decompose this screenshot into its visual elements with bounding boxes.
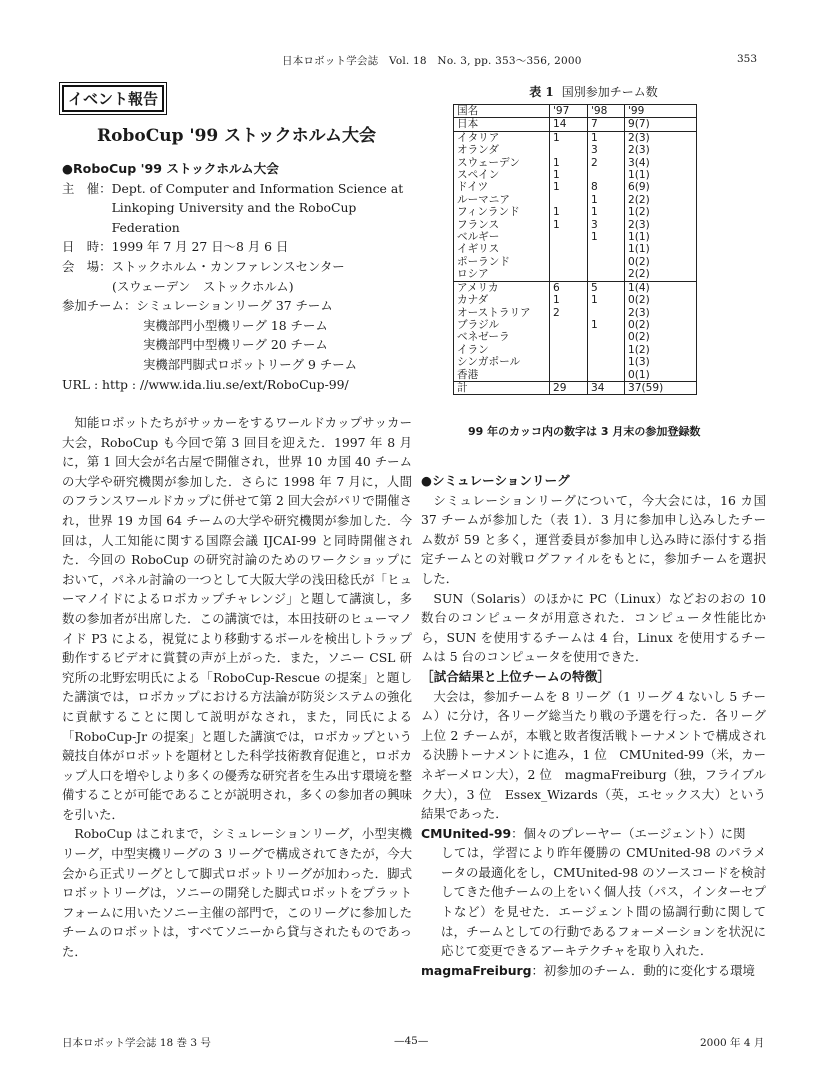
- count-cell: 1: [588, 194, 625, 206]
- table-row: [454, 356, 697, 368]
- venue-sub: (スウェーデン ストックホルム): [112, 278, 294, 294]
- count-cell: 0(1): [625, 369, 697, 382]
- count-cell: [550, 243, 588, 255]
- table-row: [454, 206, 697, 218]
- count-cell: 1: [550, 169, 588, 181]
- table-row: [454, 256, 697, 268]
- count-cell: [550, 319, 588, 331]
- count-cell: 3: [588, 219, 625, 231]
- count-cell: 1: [550, 181, 588, 193]
- paragraph: SUN（Solaris）のほかに PC（Linux）などおのおの 10 数台のコンピュータが用意された．コンピュータ性能比から，SUN を使用するチームは 4 台，Linux を使用するチームは 5 台のコンピュータを使用できた．: [421, 590, 766, 665]
- team-name: CMUnited-99: [421, 825, 512, 841]
- right-body-text: [421, 471, 766, 980]
- term-separator: ：: [511, 825, 524, 841]
- sim-league-heading: ●シミュレーションリーグ: [421, 473, 570, 488]
- table-row: [454, 307, 697, 319]
- country-cell: 日本: [454, 118, 550, 131]
- count-cell: [588, 307, 625, 319]
- table-row: [454, 243, 697, 255]
- count-cell: 2(3): [625, 144, 697, 156]
- count-cell: [550, 231, 588, 243]
- country-cell: ブラジル: [454, 319, 550, 331]
- teams-key: 参加チーム：: [62, 298, 137, 314]
- country-cell: フランス: [454, 219, 550, 231]
- country-cell: イラン: [454, 344, 550, 356]
- count-cell: 6(9): [625, 181, 697, 193]
- count-cell: [588, 243, 625, 255]
- count-cell: [588, 331, 625, 343]
- count-cell: 14: [550, 118, 588, 131]
- table-caption: [421, 83, 766, 100]
- count-cell: 2: [588, 157, 625, 169]
- date-row: [62, 237, 412, 257]
- column-header: '97: [550, 105, 588, 118]
- teams-list: [62, 316, 412, 375]
- country-cell: ベルギー: [454, 231, 550, 243]
- table-row: [454, 331, 697, 343]
- count-cell: 0(2): [625, 294, 697, 306]
- table-row: [454, 194, 697, 206]
- count-cell: 2(3): [625, 219, 697, 231]
- journal-citation: 日本ロボット学会誌 Vol. 18 No. 3, pp. 353～356, 2000: [282, 55, 582, 67]
- table-header-row: [454, 105, 697, 118]
- section-label: イベント報告: [62, 85, 164, 112]
- table-row: [454, 344, 697, 356]
- count-cell: [550, 369, 588, 382]
- count-cell: [550, 144, 588, 156]
- count-cell: 2(2): [625, 268, 697, 281]
- count-cell: 1: [588, 231, 625, 243]
- table-row: [454, 281, 697, 294]
- venue-row: [62, 257, 412, 277]
- table-row: [454, 131, 697, 144]
- count-cell: [550, 356, 588, 368]
- count-cell: [588, 268, 625, 281]
- table-row: [454, 144, 697, 156]
- team-name: magmaFreiburg: [421, 962, 532, 978]
- footer-page: —45—: [394, 1035, 429, 1047]
- country-cell: ロシア: [454, 268, 550, 281]
- count-cell: 1: [588, 206, 625, 218]
- count-cell: 2: [550, 307, 588, 319]
- team-count: シミュレーションリーグ 37 チーム: [136, 298, 333, 314]
- table-row: [454, 169, 697, 181]
- count-cell: 0(2): [625, 331, 697, 343]
- count-cell: 1: [588, 131, 625, 144]
- count-cell: [588, 369, 625, 382]
- table-row: [454, 219, 697, 231]
- column-header: '99: [625, 105, 697, 118]
- table-row: [454, 294, 697, 306]
- count-cell: [550, 256, 588, 268]
- count-cell: 6: [550, 281, 588, 294]
- count-cell: [588, 356, 625, 368]
- count-cell: 1(4): [625, 281, 697, 294]
- country-cell: ベネゼーラ: [454, 331, 550, 343]
- table-row: [454, 268, 697, 281]
- count-cell: 2(3): [625, 307, 697, 319]
- count-cell: 29: [550, 381, 588, 394]
- team-desc-body: しては，学習により昨年優勝の CMUnited-98 のパラメータの最適化をし，CMUnited-98 のソースコードを検討してきた他チームの上をいく個人技（パス，インターセプトなど）を見せた．エージェント間の協調行動に関しては，チームとしての行動であるフォーメーションを状況に応じて変更できるアーキテクチャを取り入れた．: [441, 845, 766, 959]
- count-cell: 2(3): [625, 131, 697, 144]
- count-cell: 34: [588, 381, 625, 394]
- teams-row: [62, 296, 412, 316]
- count-cell: 0(2): [625, 319, 697, 331]
- footer-journal: 日本ロボット学会誌 18 巻 3 号: [62, 1037, 211, 1049]
- country-cell: フィンランド: [454, 206, 550, 218]
- table-row: [454, 231, 697, 243]
- count-cell: 8: [588, 181, 625, 193]
- table-note: 99 年のカッコ内の数字は 3 月末の参加登録数: [468, 425, 701, 438]
- count-cell: 1: [550, 206, 588, 218]
- table-row: [454, 381, 697, 394]
- footer-date: 2000 年 4 月: [700, 1037, 765, 1049]
- count-cell: 1: [588, 294, 625, 306]
- country-cell: スペイン: [454, 169, 550, 181]
- paragraph: シミュレーションリーグについて，今大会には，16 カ国 37 チームが参加した（表 1）．3 月に参加申し込みしたチーム数が 59 と多く，運営委員が参加申し込み時に添付する指定チームとの対戦ログファイルをもとに，参加チームを選択した．: [421, 492, 766, 586]
- event-url: URL : http : //www.ida.liu.se/ext/RoboCup-99/: [62, 376, 349, 392]
- country-cell: ルーマニア: [454, 194, 550, 206]
- count-cell: 7: [588, 118, 625, 131]
- count-cell: 1: [550, 294, 588, 306]
- country-cell: イタリア: [454, 131, 550, 144]
- paragraph: 大会は，参加チームを 8 リーグ（1 リーグ 4 ないし 5 チーム）に分け，各リーグ総当たり戦の予選を行った．各リーグ上位 2 チームが，本戦と敗者復活戦トーナメントで構成される決勝トーナメントに進み，1 位 CMUnited-99（米，カーネギーメロン大），2 位 magmaFreiburg（独，フライブルク大），3 位 Essex_Wizards（英，エセックス大）という結果であった．: [421, 688, 766, 822]
- article-title: RoboCup '99 ストックホルム大会: [97, 126, 376, 146]
- team-desc-head: 初参加のチーム．動的に変化する環境: [543, 962, 755, 978]
- count-cell: 1: [550, 219, 588, 231]
- country-cell: イギリス: [454, 243, 550, 255]
- count-cell: [550, 344, 588, 356]
- table-row: [454, 157, 697, 169]
- column-header: 国名: [454, 105, 550, 118]
- team-count: 実機部門中型機リーグ 20 チーム: [143, 337, 328, 353]
- host-key: 主 催：: [62, 180, 112, 196]
- count-cell: 9(7): [625, 118, 697, 131]
- left-body-text: [62, 413, 412, 962]
- page-number: 353: [737, 53, 758, 65]
- count-cell: [588, 169, 625, 181]
- count-cell: 1: [550, 157, 588, 169]
- team-count: 実機部門脚式ロボットリーグ 9 チーム: [143, 356, 358, 372]
- table-title: 国別参加チーム数: [561, 85, 658, 99]
- count-cell: [550, 331, 588, 343]
- count-cell: 1(1): [625, 231, 697, 243]
- country-cell: アメリカ: [454, 281, 550, 294]
- table-row: [454, 181, 697, 193]
- table-row: [454, 369, 697, 382]
- paragraph: RoboCup はこれまで，シミュレーションリーグ，小型実機リーグ，中型実機リーグの 3 リーグで構成されてきたが，今大会から正式リーグとして脚式ロボットリーグが加わった．脚式ロボットリーグは，ソニーの開発した脚式ロボットをプラットフォームに用いたソニー主催の部門で，このリーグに参加したチームのロボットは，すべてソニーから貸与されたものであった．: [62, 826, 412, 960]
- count-cell: 1(3): [625, 356, 697, 368]
- term-separator: ：: [531, 962, 544, 978]
- paragraph: 知能ロボットたちがサッカーをするワールドカップサッカー大会，RoboCup も今回で第 3 回目を迎えた．1997 年 8 月に，第 1 回大会が名古屋で開催され，世界 10 カ国 40 チームの大学や研究機関が参加した．さらに 1998 年 7 月に，人間のフランスワールドカップに併せて第 2 回大会がパリで開催され，世界 19 カ国 64 チームの大学や研究機関が参加した．今回は，人工知能に関する国際会議 IJCAI-99 と同時開催された．今回の RoboCup の研究討論のためのワークショップにおいて，パネル討論の一つとして大阪大学の浅田稔氏が「ヒューマノイドによるロボカップチャレンジ」と題して講演し，多数の参加者が出席した．この講演では，本田技研のヒューマノイド P3 による，視覚により移動するボールを検出しトラップ動作するビデオに賞賛の声が上がった．また，ソニー CSL 研究所の北野宏明氏による「RoboCup-Rescue の提案」と題した講演では，ロボカップにおける方法論が防災システムの強化に貢献することに関して説明がなされ，また，同氏による「RoboCup-Jr の提案」と題した講演では，ロボカップという競技自体がロボットを題材とした科学技術教育促進と，ロボカップ人口を増やしより多くの優秀な研究者を生み出す環境を整備することが可能であることが説明され，多くの参加者の興味を引いた．: [62, 415, 412, 822]
- host-row: [62, 179, 412, 238]
- country-cell: 計: [454, 381, 550, 394]
- country-cell: ポーランド: [454, 256, 550, 268]
- count-cell: 3: [588, 144, 625, 156]
- team-description: [421, 961, 766, 981]
- table-number: 表 1: [529, 85, 554, 99]
- country-cell: 香港: [454, 369, 550, 382]
- date-value: 1999 年 7 月 27 日～8 月 6 日: [111, 239, 289, 255]
- count-cell: 1(1): [625, 169, 697, 181]
- count-cell: 1(1): [625, 243, 697, 255]
- count-cell: 1(2): [625, 344, 697, 356]
- venue-key: 会 場：: [62, 258, 112, 274]
- count-cell: 0(2): [625, 256, 697, 268]
- count-cell: 1(2): [625, 206, 697, 218]
- date-key: 日 時：: [62, 239, 112, 255]
- count-cell: [550, 194, 588, 206]
- count-cell: 1: [588, 319, 625, 331]
- count-cell: 2(2): [625, 194, 697, 206]
- country-cell: スウェーデン: [454, 157, 550, 169]
- team-description: [421, 824, 766, 961]
- country-cell: シンガポール: [454, 356, 550, 368]
- table-row: [454, 118, 697, 131]
- column-header: '98: [588, 105, 625, 118]
- country-teams-table: [453, 104, 697, 395]
- team-desc-head: 個々のプレーヤー（エージェント）に関: [523, 825, 746, 841]
- count-cell: [588, 344, 625, 356]
- venue-value: ストックホルム・カンファレンスセンター: [111, 258, 345, 274]
- event-heading: ●RoboCup '99 ストックホルム大会: [62, 161, 279, 176]
- count-cell: 3(4): [625, 157, 697, 169]
- count-cell: [588, 256, 625, 268]
- results-heading: ［試合結果と上位チームの特徴］: [421, 668, 610, 684]
- count-cell: 5: [588, 281, 625, 294]
- host-value: Dept. of Computer and Information Science at Linkoping University and the RoboCup Federation: [111, 180, 404, 235]
- country-cell: オランダ: [454, 144, 550, 156]
- country-cell: カナダ: [454, 294, 550, 306]
- count-cell: [550, 268, 588, 281]
- country-cell: ドイツ: [454, 181, 550, 193]
- event-info: [62, 159, 412, 394]
- count-cell: 1: [550, 131, 588, 144]
- team-count: 実機部門小型機リーグ 18 チーム: [143, 317, 328, 333]
- table-row: [454, 319, 697, 331]
- country-cell: オーストラリア: [454, 307, 550, 319]
- count-cell: 37(59): [625, 381, 697, 394]
